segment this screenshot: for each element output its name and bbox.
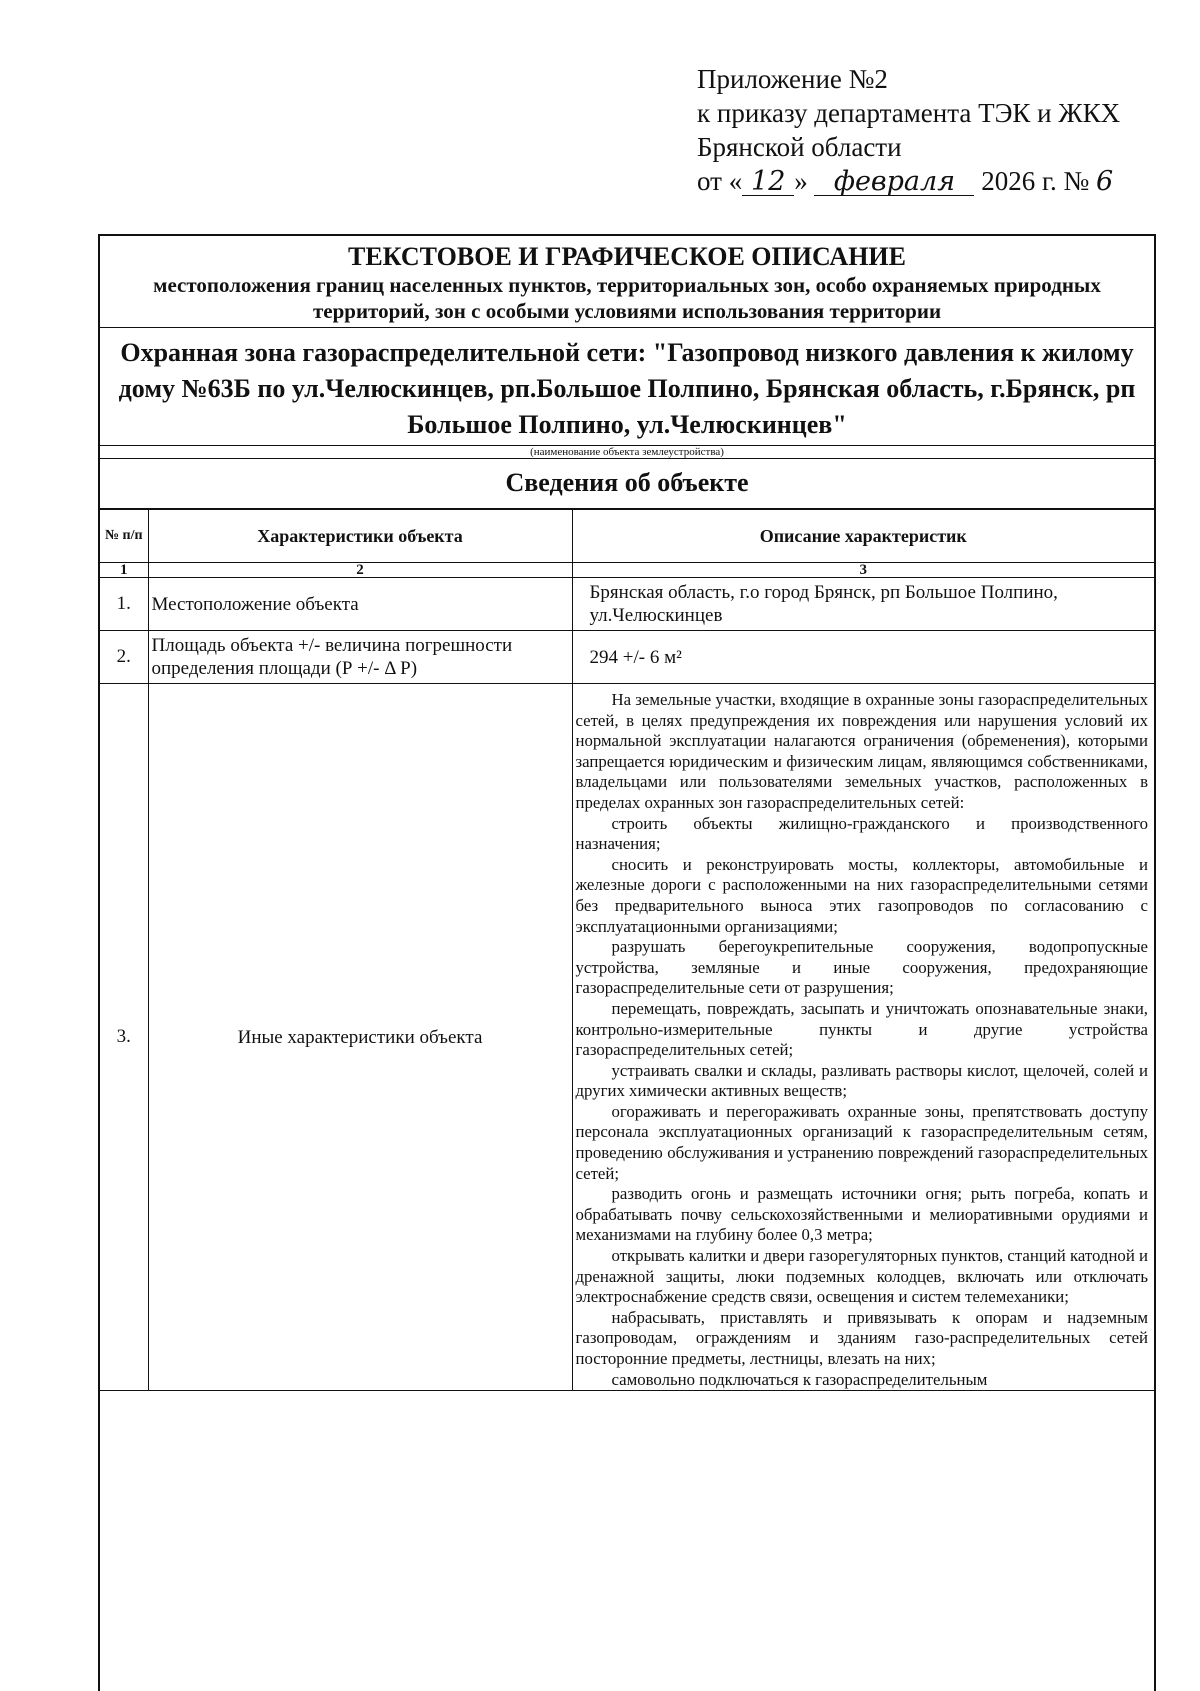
restriction-paragraph: разрушать берегоукрепительные сооружения, водопропускные устройства, земляные и иные сооружения, предохраняющие газораспределительные сети от разрушения; <box>575 937 1148 998</box>
table-row <box>100 684 1154 1391</box>
date-mid: » <box>794 166 808 196</box>
row-characteristic: Местоположение объекта <box>148 578 572 631</box>
object-caption: (наименование объекта землеустройства) <box>100 446 1154 459</box>
row-characteristic: Иные характеристики объекта <box>148 684 572 1391</box>
date-month-handwritten: февраля <box>814 169 974 196</box>
date-year: 2026 г. № <box>981 166 1090 196</box>
restriction-paragraph: перемещать, повреждать, засыпать и уничтожать опознавательные знаки, контрольно-измерительные пункты и другие устройства газораспределительных сетей; <box>575 998 1148 1060</box>
row-description: Брянская область, г.о город Брянск, рп Большое Полпино, ул.Челюскинцев <box>572 578 1154 631</box>
table-index-row <box>100 563 1154 578</box>
object-info-table <box>100 509 1154 1391</box>
header-characteristic: Характеристики объекта <box>148 510 572 563</box>
restriction-paragraph: сносить и реконструировать мосты, коллекторы, автомобильные и железные дороги с расположенными на них газораспределительными сетями без предварительного выноса этих газопроводов по согласованию с эксплуатационными организациями; <box>575 854 1148 936</box>
title-block <box>100 236 1154 328</box>
row-number: 2. <box>100 631 148 684</box>
appendix-date-line <box>697 164 1120 199</box>
index-cell: 2 <box>148 563 572 578</box>
row-characteristic: Площадь объекта +/- величина погрешности определения площади (Р +/- Δ Р) <box>148 631 572 684</box>
header-number: № п/п <box>100 510 148 563</box>
table-row <box>100 631 1154 684</box>
appendix-line-2: к приказу департамента ТЭК и ЖКХ <box>697 98 1121 128</box>
restriction-paragraph: разводить огонь и размещать источники огня; рыть погреба, копать и обрабатывать почву сельскохозяйственными и мелиоративными орудиями и механизмами на глубину более 0,3 метра; <box>575 1184 1148 1245</box>
restriction-paragraph: строить объекты жилищно-гражданского и производственного назначения; <box>575 813 1148 854</box>
header-description: Описание характеристик <box>572 510 1154 563</box>
order-number-handwritten: 6 <box>1096 166 1114 197</box>
index-cell: 1 <box>100 563 148 578</box>
row-number: 1. <box>100 578 148 631</box>
restriction-paragraph: устраивать свалки и склады, разливать растворы кислот, щелочей, солей и других химически активных веществ; <box>575 1060 1148 1101</box>
date-day-handwritten: 12 <box>742 169 794 196</box>
document-frame <box>98 234 1156 1691</box>
restriction-paragraph: самовольно подключаться к газораспределительным <box>611 1369 988 1389</box>
restriction-paragraph: огораживать и перегораживать охранные зоны, препятствовать доступу персонала эксплуатационных организаций к газораспределительным сетям, проведению обслуживания и устранению повреждений газораспределительных сетей; <box>575 1101 1148 1183</box>
appendix-header <box>697 62 1120 199</box>
appendix-line-1: Приложение №2 <box>697 64 888 94</box>
document-subtitle: местоположения границ населенных пунктов, территориальных зон, особо охраняемых природных территорий, зон с особыми условиями использования территории <box>153 273 1101 323</box>
appendix-line-3: Брянской области <box>697 132 902 162</box>
restriction-paragraph: набрасывать, приставлять и привязывать к опорам и надземным газопроводам, ограждениям и зданиям газо-распределительных сетей посторонние предметы, лестницы, влезать на них; <box>575 1307 1148 1368</box>
object-name: Охранная зона газораспределительной сети: "Газопровод низкого давления к жилому дому №63Б по ул.Челюскинцев, рп.Большое Полпино, Брянская область, г.Брянск, рп Большое Полпино, ул.Челюскинцев" <box>100 328 1154 446</box>
index-cell: 3 <box>572 563 1154 578</box>
row-description <box>572 684 1154 1391</box>
document-title: ТЕКСТОВОЕ И ГРАФИЧЕСКОЕ ОПИСАНИЕ <box>348 242 906 271</box>
date-prefix: от « <box>697 166 743 196</box>
restriction-paragraph: открывать калитки и двери газорегуляторных пунктов, станций катодной и дренажной защиты, люки подземных колодцев, включать или отключать электроснабжение средств связи, освещения и систем телемеханики; <box>575 1246 1148 1307</box>
section-title: Сведения об объекте <box>100 459 1154 509</box>
row-number: 3. <box>100 684 148 1391</box>
restriction-paragraph: На земельные участки, входящие в охранные зоны газораспределительных сетей, в целях предупреждения их повреждения или нарушения условий их нормальной эксплуатации налагаются ограничения (обременения), которыми запрещается юридическим и физическим лицам, являющимся собственниками, владельцами или пользователями земельных участков, расположенных в пределах охранных зон газораспределительных сетей: <box>575 690 1148 812</box>
restrictions-text <box>573 684 1155 1390</box>
row-description: 294 +/- 6 м² <box>572 631 1154 684</box>
table-row <box>100 578 1154 631</box>
table-header-row <box>100 510 1154 563</box>
